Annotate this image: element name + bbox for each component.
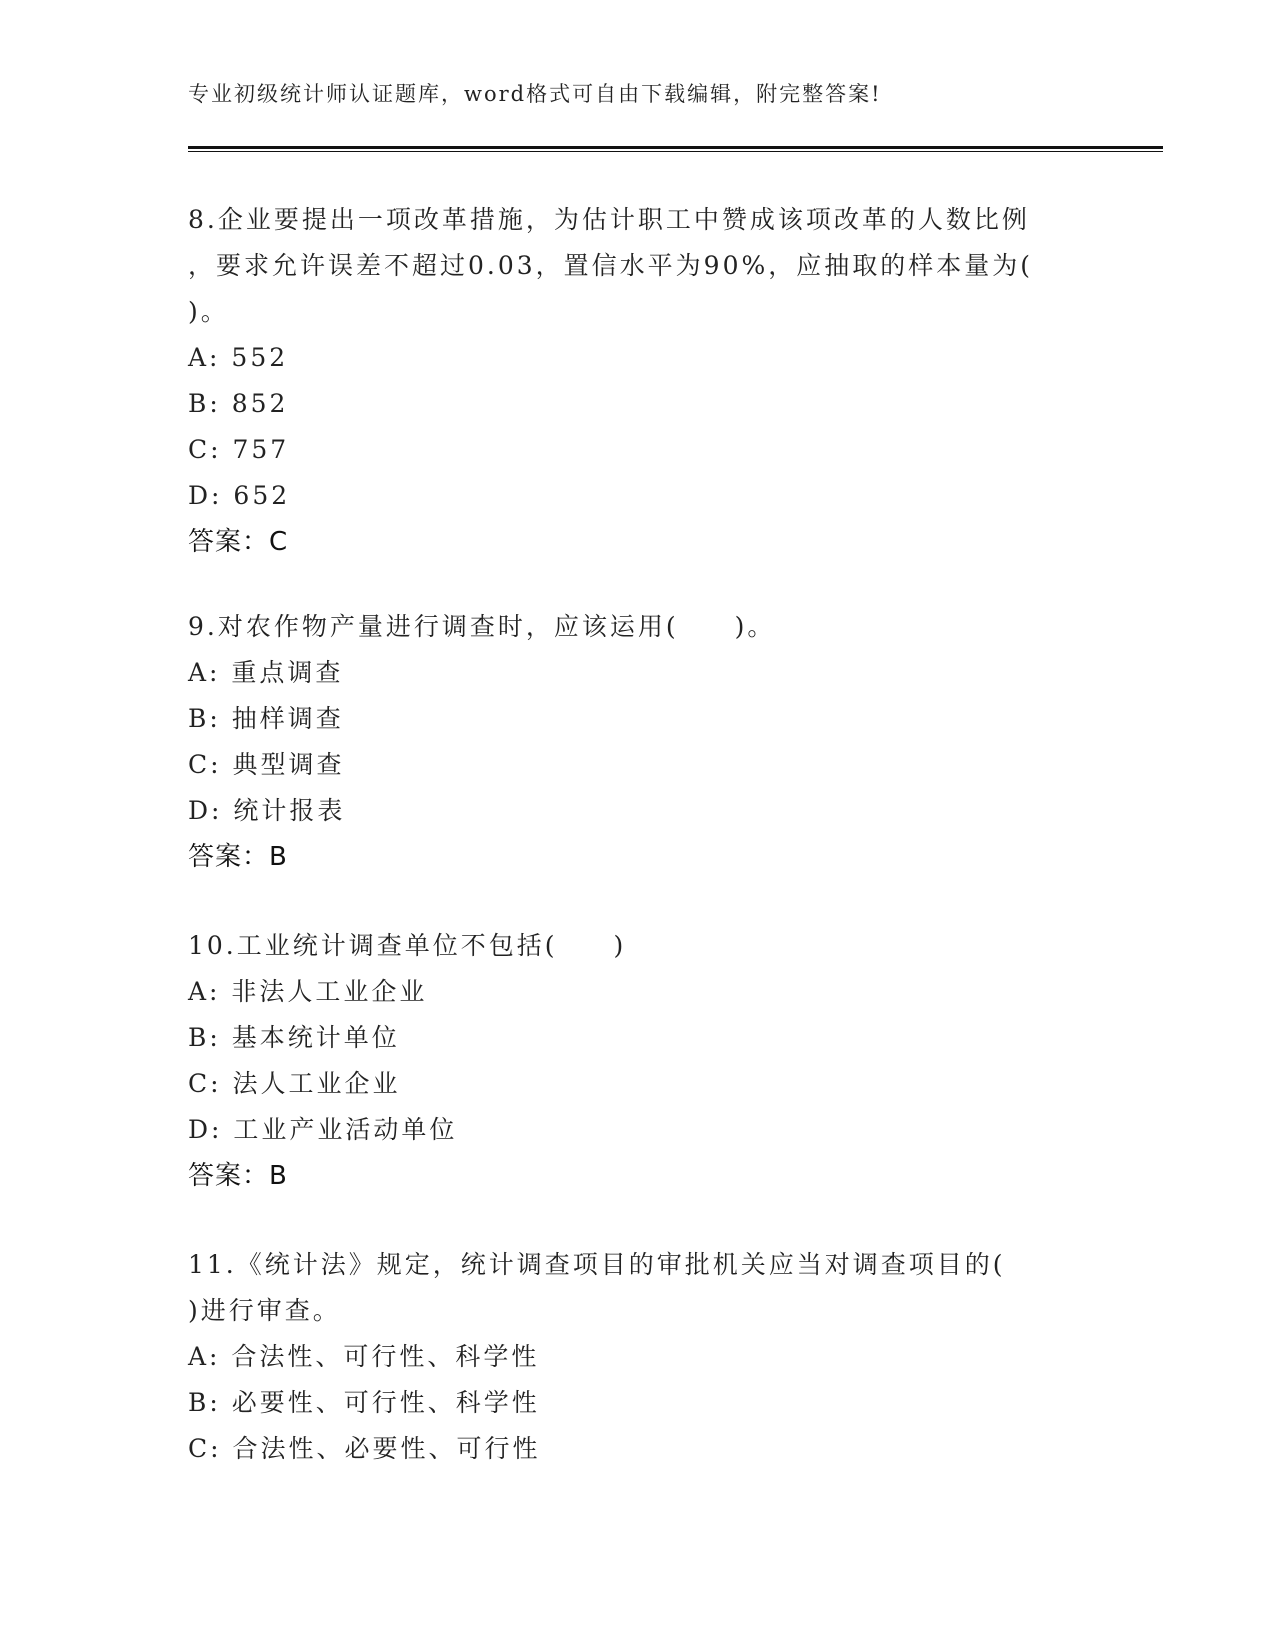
question-stem: 10.工业统计调查单位不包括( ) [188,931,627,960]
header-divider-thin [188,151,1163,152]
question-stem: 8.企业要提出一项改革措施，为估计职工中赞成该项改革的人数比例 [188,205,1030,234]
question-10 [188,923,1088,1199]
answer: 答案：B [188,1161,288,1191]
option-d: D: 统计报表 [188,796,346,825]
option-b: B: 抽样调查 [188,704,344,733]
header-divider [188,146,1163,149]
question-stem: )。 [188,297,229,326]
answer: 答案：C [188,527,289,557]
question-stem: 11.《统计法》规定，统计调查项目的审批机关应当对调查项目的( [188,1250,1006,1279]
option-c: C: 757 [188,435,290,464]
option-b: B: 必要性、可行性、科学性 [188,1388,540,1417]
question-stem: ，要求允许误差不超过0.03，置信水平为90%，应抽取的样本量为( [188,251,1033,280]
option-a: A: 552 [188,343,289,372]
option-c: C: 合法性、必要性、可行性 [188,1434,541,1463]
option-d: D: 652 [188,481,291,510]
option-a: A: 重点调查 [188,658,344,687]
question-stem: 9.对农作物产量进行调查时，应该运用( )。 [188,612,776,641]
page-header: 专业初级统计师认证题库，word格式可自由下载编辑，附完整答案! [188,82,882,106]
option-c: C: 典型调查 [188,750,345,779]
option-b: B: 基本统计单位 [188,1023,400,1052]
option-d: D: 工业产业活动单位 [188,1115,458,1144]
option-a: A: 合法性、可行性、科学性 [188,1342,540,1371]
question-stem: )进行审查。 [188,1296,341,1325]
question-9 [188,604,1088,880]
question-11 [188,1242,1088,1472]
option-c: C: 法人工业企业 [188,1069,401,1098]
question-8 [188,197,1088,565]
option-b: B: 852 [188,389,289,418]
option-a: A: 非法人工业企业 [188,977,428,1006]
answer: 答案：B [188,842,288,872]
